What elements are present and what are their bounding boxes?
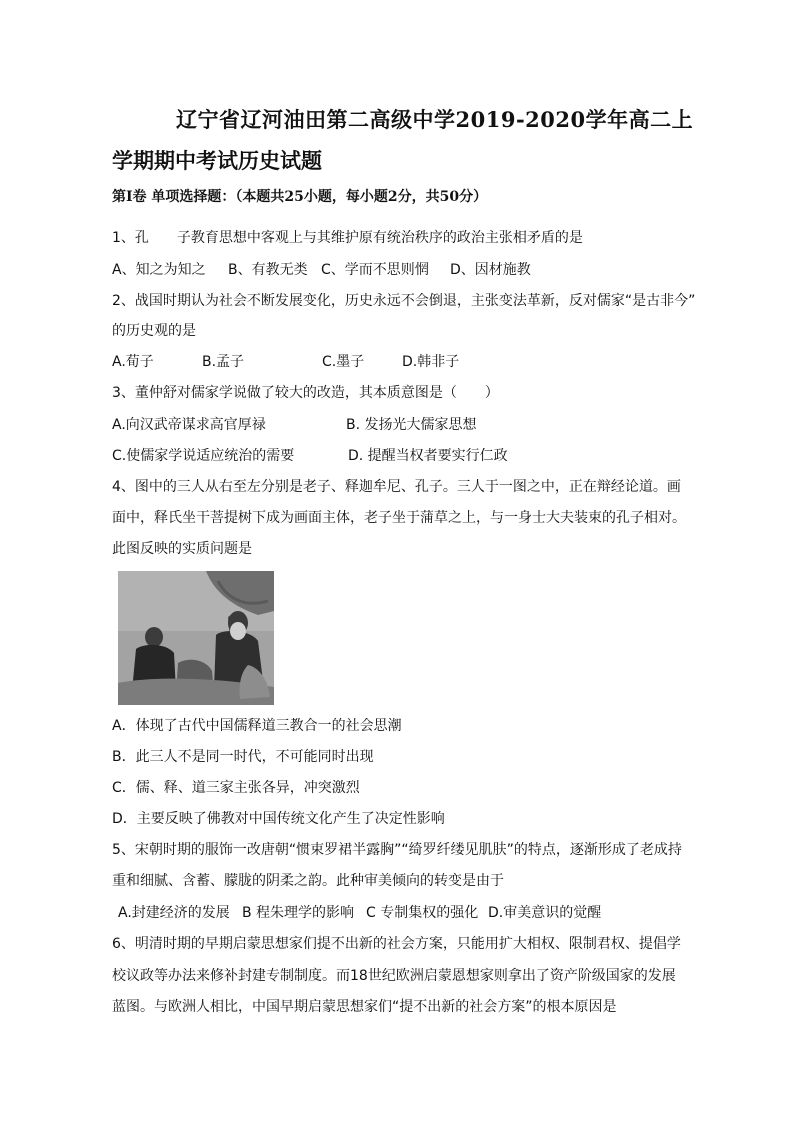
question-5-stem-line2: 重和细腻、含蓄、朦胧的阴柔之韵。此种审美倾向的转变是由于 xyxy=(112,873,504,889)
option-b: B. 发扬光大儒家思想 xyxy=(346,417,477,433)
option-d: D.韩非子 xyxy=(402,354,460,370)
question-5-options xyxy=(118,904,678,922)
option-c: C.使儒家学说适应统治的需要 xyxy=(112,448,295,464)
question-4-option-c: C．儒、释、道三家主张各异，冲突激烈 xyxy=(112,780,360,796)
question-3-options-row1 xyxy=(112,416,672,434)
question-2-options xyxy=(112,353,672,371)
question-4-stem-line2: 面中，释氏坐干菩提树下成为画面主体，老子坐于蒲草之上，与一身士大夫装束的孔子相对。 xyxy=(112,510,686,526)
exam-title-line1: 辽宁省辽河油田第二高级中学2019-2020学年高二上 xyxy=(176,107,694,132)
option-b: B.孟子 xyxy=(202,354,245,370)
option-d: D. 提醒当权者要实行仁政 xyxy=(348,448,508,464)
question-6-stem-line1: 6、明清时期的早期启蒙思想家们提不出新的社会方案，只能用扩大相权、限制君权、提倡学 xyxy=(112,936,681,952)
option-a: A.向汉武帝谋求高官厚禄 xyxy=(112,417,266,433)
question-6-stem-line2: 校议政等办法来修补封建专制制度。而18世纪欧洲启蒙恩想家则拿出了资产阶级国家的发展 xyxy=(112,968,676,984)
option-d: D.审美意识的觉醒 xyxy=(488,905,602,921)
option-c: C 专制集权的强化 xyxy=(366,905,479,921)
option-b: B、有教无类 xyxy=(228,262,308,278)
question-3-options-row2 xyxy=(112,447,672,465)
question-1-stem: 1、孔 子教育思想中客观上与其维护原有统治秩序的政治主张相矛盾的是 xyxy=(112,230,583,246)
question-5-stem-line1: 5、宋朝时期的服饰一改唐朝“惯束罗裙半露胸”“绮罗纤缕见肌肤”的特点，逐渐形成了老成持 xyxy=(112,842,682,858)
question-6-stem-line3: 蓝图。与欧洲人相比，中国早期启蒙思想家们“提不出新的社会方案”的根本原因是 xyxy=(112,999,617,1015)
question-4-stem-line1: 4、图中的三人从右至左分别是老子、释迦牟尼、孔子。三人于一图之中，正在辩经论道。画 xyxy=(112,479,681,495)
option-d: D、因材施教 xyxy=(450,262,531,278)
option-c: C.墨子 xyxy=(322,354,365,370)
section-heading: 第Ⅰ卷 单项选择题：（本题共25小题，每小题2分，共50分） xyxy=(112,189,488,205)
question-4-stem-line3: 此图反映的实质问题是 xyxy=(112,541,252,557)
question-4-option-a: A．体现了古代中国儒释道三教合一的社会思潮 xyxy=(112,718,402,734)
question-2-stem-line2: 的历史观的是 xyxy=(112,323,196,339)
question-3-stem: 3、董仲舒对儒家学说做了较大的改造，其本质意图是（ ） xyxy=(112,385,499,401)
option-b: B 程朱理学的影响 xyxy=(242,905,355,921)
question-4-option-d: D．主要反映了佛教对中国传统文化产生了决定性影响 xyxy=(112,811,445,827)
exam-title-line2: 学期期中考试历史试题 xyxy=(112,148,322,173)
painting-illustration xyxy=(118,571,274,705)
three-teachings-painting xyxy=(118,571,274,705)
option-a: A.封建经济的发展 xyxy=(118,905,230,921)
question-2-stem-line1: 2、战国时期认为社会不断发展变化，历史永远不会倒退，主张变法革新，反对儒家“是古非今” xyxy=(112,293,696,309)
option-a: A、知之为知之 xyxy=(112,262,206,278)
question-4-option-b: B．此三人不是同一时代，不可能同时出现 xyxy=(112,749,374,765)
question-1-options xyxy=(112,261,672,279)
option-a: A.荀子 xyxy=(112,354,154,370)
option-c: C、学而不思则惘 xyxy=(321,262,429,278)
